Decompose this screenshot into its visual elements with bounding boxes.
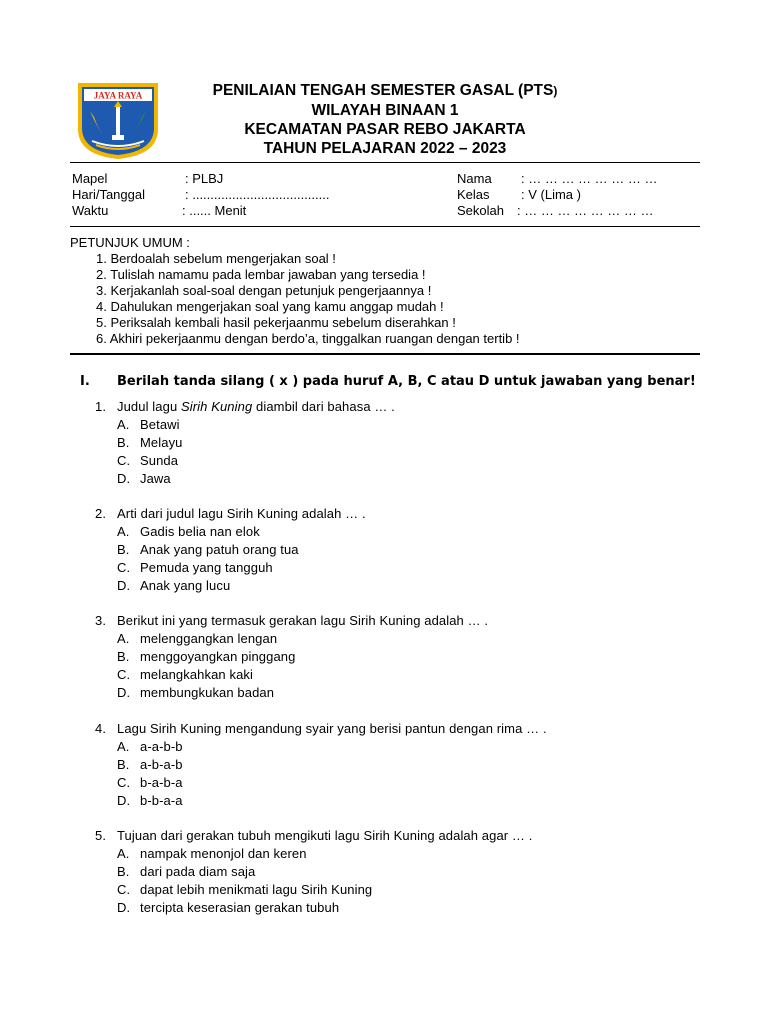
question-text: Arti dari judul lagu Sirih Kuning adalah … .	[117, 506, 366, 521]
option-text: Anak yang patuh orang tua	[140, 542, 299, 557]
option-letter: C.	[117, 560, 131, 575]
question-number: 3.	[95, 613, 107, 628]
header-divider	[70, 162, 700, 163]
option-d[interactable]	[117, 577, 366, 595]
option-letter: B.	[117, 757, 130, 772]
option-letter: A.	[117, 524, 130, 539]
option-text: Anak yang lucu	[140, 578, 231, 593]
info-divider	[70, 226, 700, 227]
question-1	[95, 398, 395, 488]
hari-label: Hari/Tanggal	[72, 187, 145, 202]
question-number: 4.	[95, 721, 107, 736]
option-text: menggoyangkan pinggang	[140, 649, 296, 664]
option-letter: B.	[117, 435, 130, 450]
jakarta-emblem-logo	[76, 81, 160, 161]
option-letter: A.	[117, 631, 130, 646]
instruction-item: 4. Dahulukan mengerjakan soal yang kamu anggap mudah !	[96, 299, 444, 314]
exam-year: TAHUN PELAJARAN 2022 – 2023	[263, 140, 507, 157]
question-5	[95, 827, 532, 917]
option-letter: B.	[117, 542, 130, 557]
option-letter: D.	[117, 471, 131, 486]
question-3	[95, 612, 488, 702]
option-d[interactable]	[117, 470, 395, 488]
exam-header	[160, 81, 610, 158]
mapel-label: Mapel	[72, 171, 108, 186]
option-letter: A.	[117, 417, 130, 432]
option-text: tercipta keserasian gerakan tubuh	[140, 900, 340, 915]
option-b[interactable]	[117, 756, 547, 774]
section-number: I.	[80, 374, 90, 389]
question-stem	[95, 827, 532, 845]
option-letter: D.	[117, 685, 131, 700]
question-text: Judul lagu	[117, 399, 181, 414]
question-number: 5.	[95, 828, 107, 843]
question-stem	[95, 612, 488, 630]
option-letter: B.	[117, 649, 130, 664]
options-list	[95, 738, 547, 810]
option-c[interactable]	[117, 452, 395, 470]
option-a[interactable]	[117, 416, 395, 434]
question-stem	[95, 398, 395, 416]
question-stem	[95, 720, 547, 738]
question-number: 1.	[95, 399, 107, 414]
kelas-label: Kelas	[457, 187, 490, 202]
option-letter: A.	[117, 739, 130, 754]
sekolah-label: Sekolah	[457, 203, 504, 218]
question-2	[95, 505, 366, 595]
instruction-item: 6. Akhiri pekerjaanmu dengan berdo’a, tinggalkan ruangan dengan tertib !	[96, 331, 520, 346]
waktu-label: Waktu	[72, 203, 109, 218]
exam-district: KECAMATAN PASAR REBO JAKARTA	[244, 121, 526, 138]
option-d[interactable]	[117, 899, 532, 917]
exam-title: PENILAIAN TENGAH SEMESTER GASAL (PTS)	[212, 82, 558, 99]
option-text: Melayu	[140, 435, 183, 450]
question-number: 2.	[95, 506, 107, 521]
question-text: Berikut ini yang termasuk gerakan lagu Sirih Kuning adalah … .	[117, 613, 489, 628]
nama-label: Nama	[457, 171, 492, 186]
instruction-item: 3. Kerjakanlah soal-soal dengan petunjuk pengerjaannya !	[96, 283, 432, 298]
option-c[interactable]	[117, 881, 532, 899]
option-b[interactable]	[117, 541, 366, 559]
option-text: b-a-b-a	[140, 775, 183, 790]
kelas-value: : V (Lima )	[521, 187, 581, 202]
option-letter: D.	[117, 578, 131, 593]
option-letter: B.	[117, 864, 130, 879]
option-letter: C.	[117, 453, 131, 468]
question-text: Tujuan dari gerakan tubuh mengikuti lagu Sirih Kuning adalah agar … .	[117, 828, 533, 843]
option-c[interactable]	[117, 559, 366, 577]
mapel-value: : PLBJ	[185, 171, 224, 186]
instructions-divider	[70, 353, 700, 355]
option-d[interactable]	[117, 684, 488, 702]
instruction-item: 1. Berdoalah sebelum mengerjakan soal !	[96, 251, 336, 266]
instruction-item: 2. Tulislah namamu pada lembar jawaban yang tersedia !	[96, 267, 426, 282]
general-instructions	[70, 235, 520, 347]
option-text: Sunda	[140, 453, 179, 468]
option-text: a-b-a-b	[140, 757, 183, 772]
info-left	[72, 171, 392, 221]
instructions-list	[70, 251, 520, 347]
option-text: a-a-b-b	[140, 739, 183, 754]
option-text: dari pada diam saja	[140, 864, 256, 879]
option-c[interactable]	[117, 774, 547, 792]
option-a[interactable]	[117, 845, 532, 863]
option-text: Gadis belia nan elok	[140, 524, 260, 539]
option-a[interactable]	[117, 523, 366, 541]
question-4	[95, 720, 547, 810]
option-text: melangkahkan kaki	[140, 667, 253, 682]
question-text-end: diambil dari bahasa … .	[252, 399, 395, 414]
option-letter: D.	[117, 793, 131, 808]
hari-value: : ......................................	[185, 187, 330, 202]
nama-value: : … … … … … … … …	[521, 171, 658, 186]
options-list	[95, 845, 532, 917]
option-b[interactable]	[117, 648, 488, 666]
option-letter: C.	[117, 882, 131, 897]
option-text: dapat lebih menikmati lagu Sirih Kuning	[140, 882, 373, 897]
option-text: melenggangkan lengan	[140, 631, 278, 646]
option-a[interactable]	[117, 738, 547, 756]
logo-motto-text: JAYA RAYA	[93, 90, 143, 101]
section-instruction: Berilah tanda silang ( x ) pada huruf A, B, C atau D untuk jawaban yang benar!	[117, 374, 696, 389]
option-a[interactable]	[117, 630, 488, 648]
options-list	[95, 523, 366, 595]
option-letter: C.	[117, 667, 131, 682]
instruction-item: 5. Periksalah kembali hasil pekerjaanmu sebelum diserahkan !	[96, 315, 456, 330]
options-list	[95, 416, 395, 488]
option-text: membungkukan badan	[140, 685, 275, 700]
question-text: Lagu Sirih Kuning mengandung syair yang berisi pantun dengan rima … .	[117, 721, 547, 736]
info-right	[457, 171, 697, 221]
option-text: nampak menonjol dan keren	[140, 846, 307, 861]
options-list	[95, 630, 488, 702]
option-text: Jawa	[140, 471, 171, 486]
option-text: Betawi	[140, 417, 180, 432]
option-b[interactable]	[117, 863, 532, 881]
sekolah-value: : … … … … … … … …	[517, 203, 654, 218]
exam-region: WILAYAH BINAAN 1	[311, 102, 459, 119]
option-b[interactable]	[117, 434, 395, 452]
instructions-title: PETUNJUK UMUM :	[70, 235, 190, 250]
option-letter: D.	[117, 900, 131, 915]
section-heading	[80, 374, 696, 389]
option-text: Pemuda yang tangguh	[140, 560, 273, 575]
option-d[interactable]	[117, 792, 547, 810]
option-letter: A.	[117, 846, 130, 861]
option-c[interactable]	[117, 666, 488, 684]
option-text: b-b-a-a	[140, 793, 183, 808]
question-text-italic: Sirih Kuning	[180, 399, 253, 414]
option-letter: C.	[117, 775, 131, 790]
waktu-value: : ...... Menit	[182, 203, 247, 218]
question-stem	[95, 505, 366, 523]
